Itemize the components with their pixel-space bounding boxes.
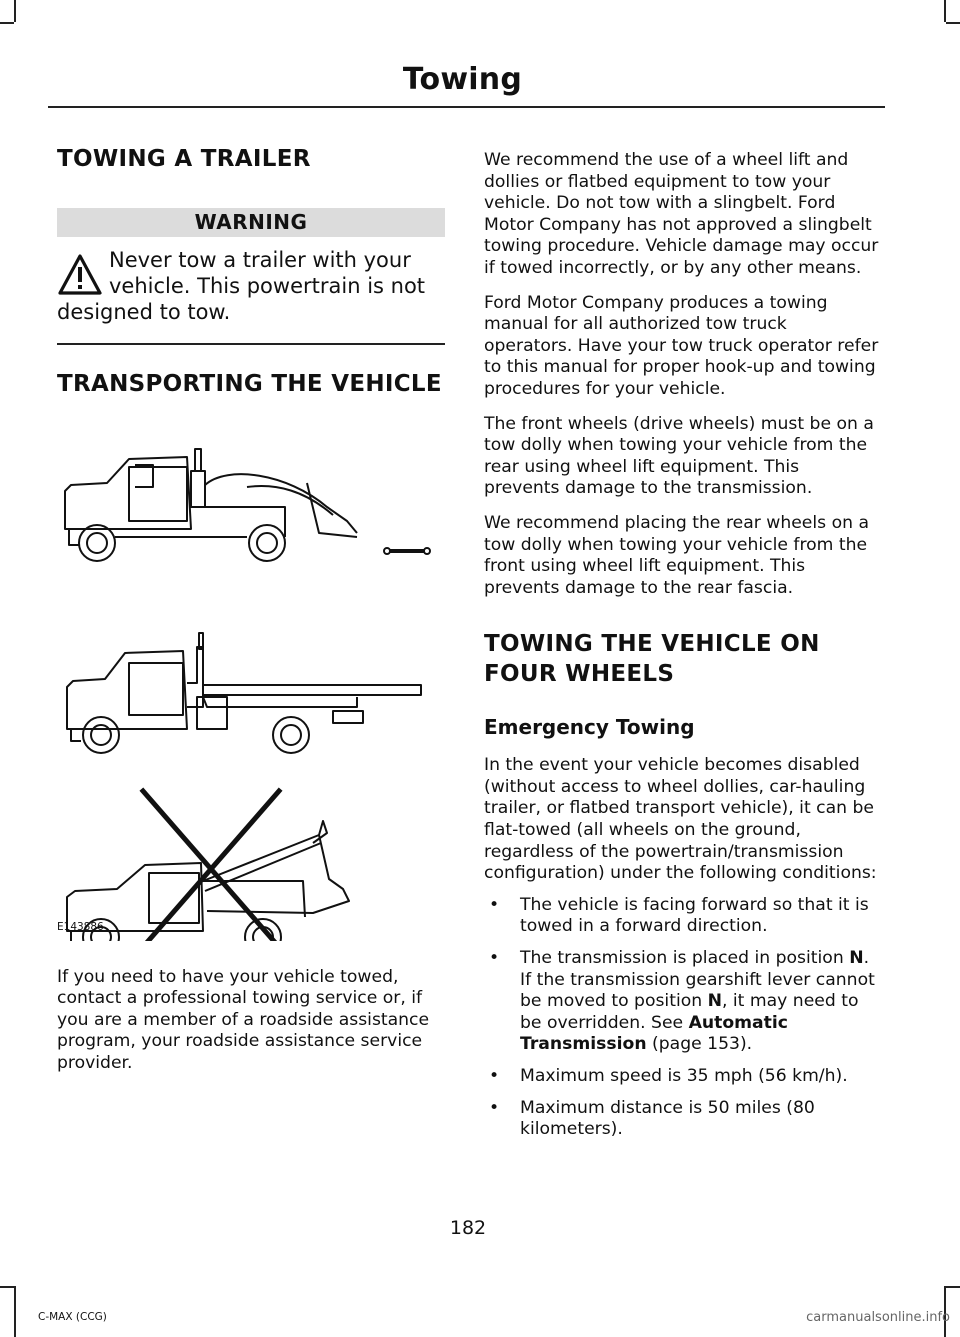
heading-four-wheels-line1: TOWING THE VEHICLE ON xyxy=(484,631,820,658)
condition-max-distance: Maximum distance is 50 miles (80 kilometers). xyxy=(520,1097,815,1140)
conditions-list xyxy=(484,895,880,1141)
heading-four-wheels xyxy=(484,629,880,689)
cross-out-icon xyxy=(143,791,279,941)
list-item xyxy=(484,1098,880,1141)
paragraph-disabled-vehicle: In the event your vehicle becomes disabled (without access to wheel dollies, car-hauling trailer, or flatbed transport vehicle), it can be flat-towed (all wheels on the ground, regardless of the powertrain/transmission configuration) under the following conditions: xyxy=(484,755,877,884)
figure-code: E143886 xyxy=(57,920,104,933)
condition-max-speed: Maximum speed is 35 mph (56 km/h). xyxy=(520,1066,848,1086)
paragraph-front-wheels: The front wheels (drive wheels) must be on a tow dolly when towing your vehicle from the rear using wheel lift equipment. This prevents damage to the transmission. xyxy=(484,413,874,499)
heading-four-wheels-line2: FOUR WHEELS xyxy=(484,661,675,688)
wheel-lift-tow-truck-drawing xyxy=(65,449,430,561)
warning-divider xyxy=(57,343,445,345)
left-column xyxy=(57,146,445,1074)
watermark-site: carmanualsonline.info xyxy=(806,1310,950,1325)
condition-transmission-text-3: , it may need to be overridden. See xyxy=(520,991,859,1033)
paragraph-recommend-equipment: We recommend the use of a wheel lift and dollies or flatbed equipment to tow your vehicle. Do not tow with a slingbelt. Ford Motor Company has not approved a slingbelt towing procedure. Vehicle damage may occur if towed incorrectly, or by any other means. xyxy=(484,150,879,278)
automatic-transmission-link[interactable]: Automatic Transmission xyxy=(520,1012,788,1055)
paragraph-need-towed: If you need to have your vehicle towed, contact a professional towing service or, if you are a member of a roadside assistance program, your roadside assistance service provider. xyxy=(57,966,430,1073)
crop-mark xyxy=(14,0,16,22)
header-divider xyxy=(48,106,885,108)
crop-mark xyxy=(946,22,960,24)
condition-transmission-text: The transmission is placed in position xyxy=(520,948,850,969)
gear-n-label: N xyxy=(849,948,864,969)
gear-n-label-2: N xyxy=(707,991,722,1012)
right-column xyxy=(484,150,880,1151)
page-number: 182 xyxy=(449,1217,487,1239)
list-item xyxy=(484,1066,880,1088)
towing-figure xyxy=(57,411,445,941)
model-code: C-MAX (CCG) xyxy=(38,1311,107,1323)
heading-emergency-towing: Emergency Towing xyxy=(484,715,695,740)
heading-towing-a-trailer: TOWING A TRAILER xyxy=(57,146,311,172)
warning-text: Never tow a trailer with your vehicle. This powertrain is not designed to tow. xyxy=(57,248,426,324)
list-item xyxy=(484,895,880,938)
slingbelt-tow-truck-drawing xyxy=(67,821,349,941)
heading-transporting-the-vehicle: TRANSPORTING THE VEHICLE xyxy=(57,370,442,397)
crop-mark xyxy=(0,22,14,24)
warning-triangle-icon xyxy=(57,253,103,297)
paragraph-rear-wheels: We recommend placing the rear wheels on a tow dolly when towing your vehicle from the front using wheel lift equipment. This prevents damage to the rear fascia. xyxy=(484,512,869,598)
page-header-title: Towing xyxy=(402,62,522,97)
flatbed-tow-truck-drawing xyxy=(67,633,421,753)
crop-mark xyxy=(0,1286,14,1288)
tow-trucks-illustration xyxy=(57,411,445,941)
crop-mark xyxy=(14,1286,16,1337)
list-item xyxy=(484,948,880,1056)
crop-mark xyxy=(944,0,946,22)
condition-forward: The vehicle is facing forward so that it is towed in a forward direction. xyxy=(520,894,869,937)
warning-box xyxy=(57,247,445,325)
paragraph-towing-manual: Ford Motor Company produces a towing manual for all authorized tow truck operators. Have your tow truck operator refer to this manual for proper hook-up and towing procedures for your vehicle. xyxy=(484,292,879,399)
page-reference: (page 153). xyxy=(646,1034,753,1055)
crop-mark xyxy=(946,1286,960,1288)
warning-label: WARNING xyxy=(57,208,445,237)
condition-transmission-text-2: . If the transmission gearshift lever cannot be moved to position xyxy=(520,948,875,1012)
